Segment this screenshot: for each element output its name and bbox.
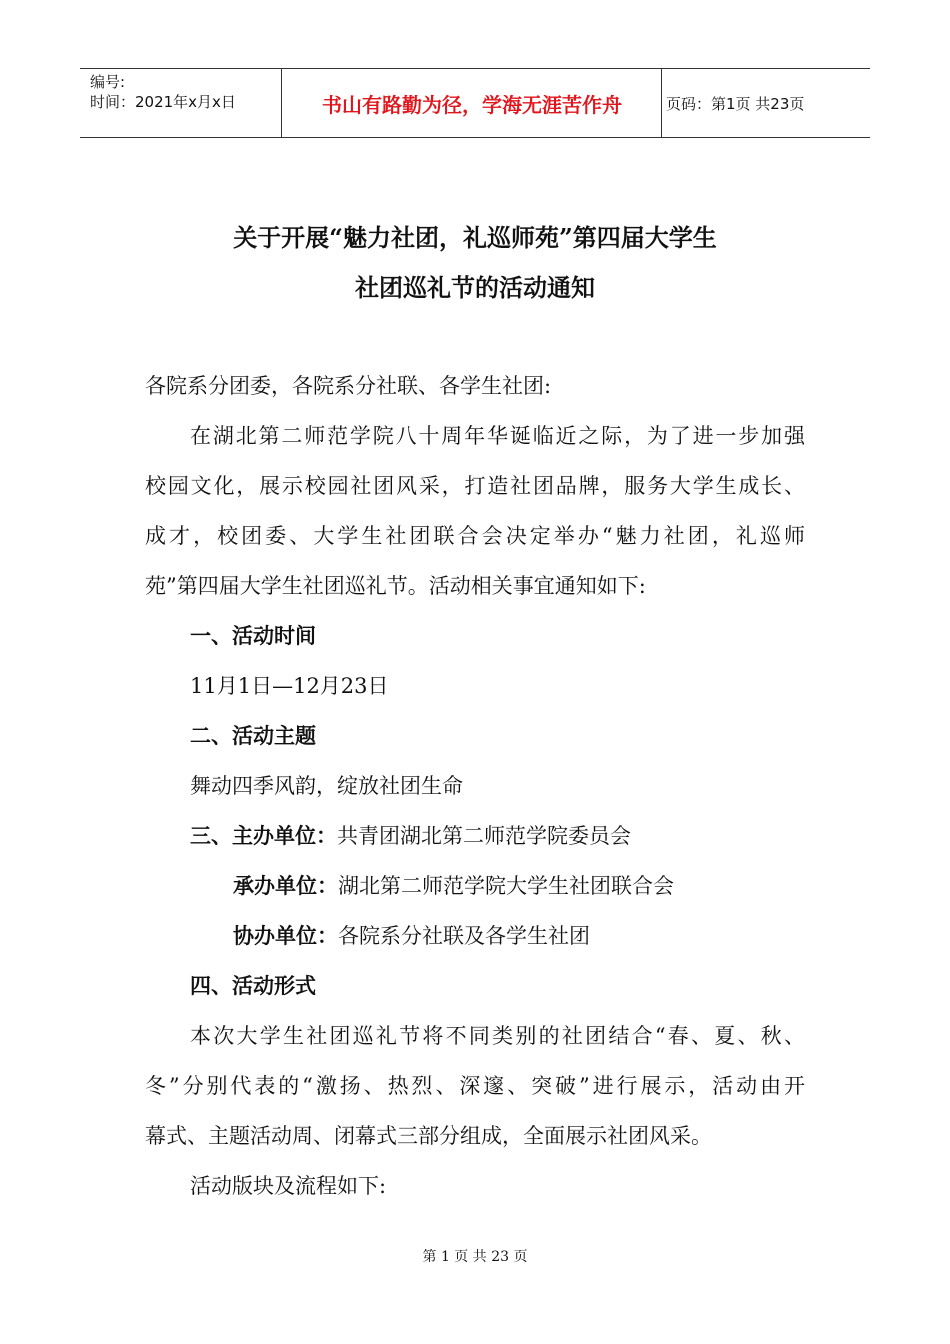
number-label: 编号: [90, 73, 126, 91]
assistant-org [233, 920, 590, 950]
intro-line-3: 成才，校团委、大学生社团联合会决定举办“魅力社团，礼巡师 [145, 524, 805, 548]
page-footer: 第 1 页 共 23 页 [422, 1249, 528, 1265]
section1-heading: 一、活动时间 [190, 624, 316, 648]
coorganizer-label: 承办单位： [233, 874, 338, 898]
flow-intro: 活动版块及流程如下: [190, 1174, 387, 1198]
intro-line-2: 校园文化，展示校园社团风采，打造社团品牌，服务大学生成长、 [145, 474, 805, 498]
section2-heading: 二、活动主题 [190, 724, 316, 748]
document-header [80, 68, 870, 138]
document-title-line1: 关于开展“魅力社团，礼巡师苑”第四届大学生 [233, 223, 717, 252]
section3-text: 共青团湖北第二师范学院委员会 [337, 824, 631, 848]
section3-label: 三、主办单位： [190, 824, 337, 848]
intro-line-1: 在湖北第二师范学院八十周年华诞临近之际，为了进一步加强 [190, 424, 805, 448]
section4-line-1: 本次大学生社团巡礼节将不同类别的社团结合“春、夏、秋、 [190, 1024, 805, 1048]
coorganizer-text: 湖北第二师范学院大学生社团联合会 [338, 874, 674, 898]
section2-text: 舞动四季风韵，绽放社团生命 [190, 774, 463, 798]
assistant-label: 协办单位： [233, 924, 338, 948]
header-page-info: 页码：第1页 共23页 [666, 94, 805, 113]
section1-text: 11月1日—12月23日 [190, 674, 389, 698]
section4-line-3: 幕式、主题活动周、闭幕式三部分组成，全面展示社团风采。 [145, 1124, 712, 1148]
section4-line-2: 冬”分别代表的“激扬、热烈、深邃、突破”进行展示，活动由开 [145, 1074, 805, 1098]
section3-host [190, 820, 631, 850]
salutation: 各院系分团委，各院系分社联、各学生社团: [145, 374, 552, 398]
document-title-line2: 社团巡礼节的活动通知 [355, 273, 595, 302]
section4-heading: 四、活动形式 [190, 974, 316, 998]
coorganizer [233, 870, 674, 900]
time-label: 时间：2021年x月x日 [90, 93, 236, 111]
header-motto: 书山有路勤为径，学海无涯苦作舟 [283, 69, 662, 137]
assistant-text: 各院系分社联及各学生社团 [338, 924, 590, 948]
header-meta [80, 69, 282, 137]
intro-line-4: 苑”第四届大学生社团巡礼节。活动相关事宜通知如下: [145, 574, 646, 598]
